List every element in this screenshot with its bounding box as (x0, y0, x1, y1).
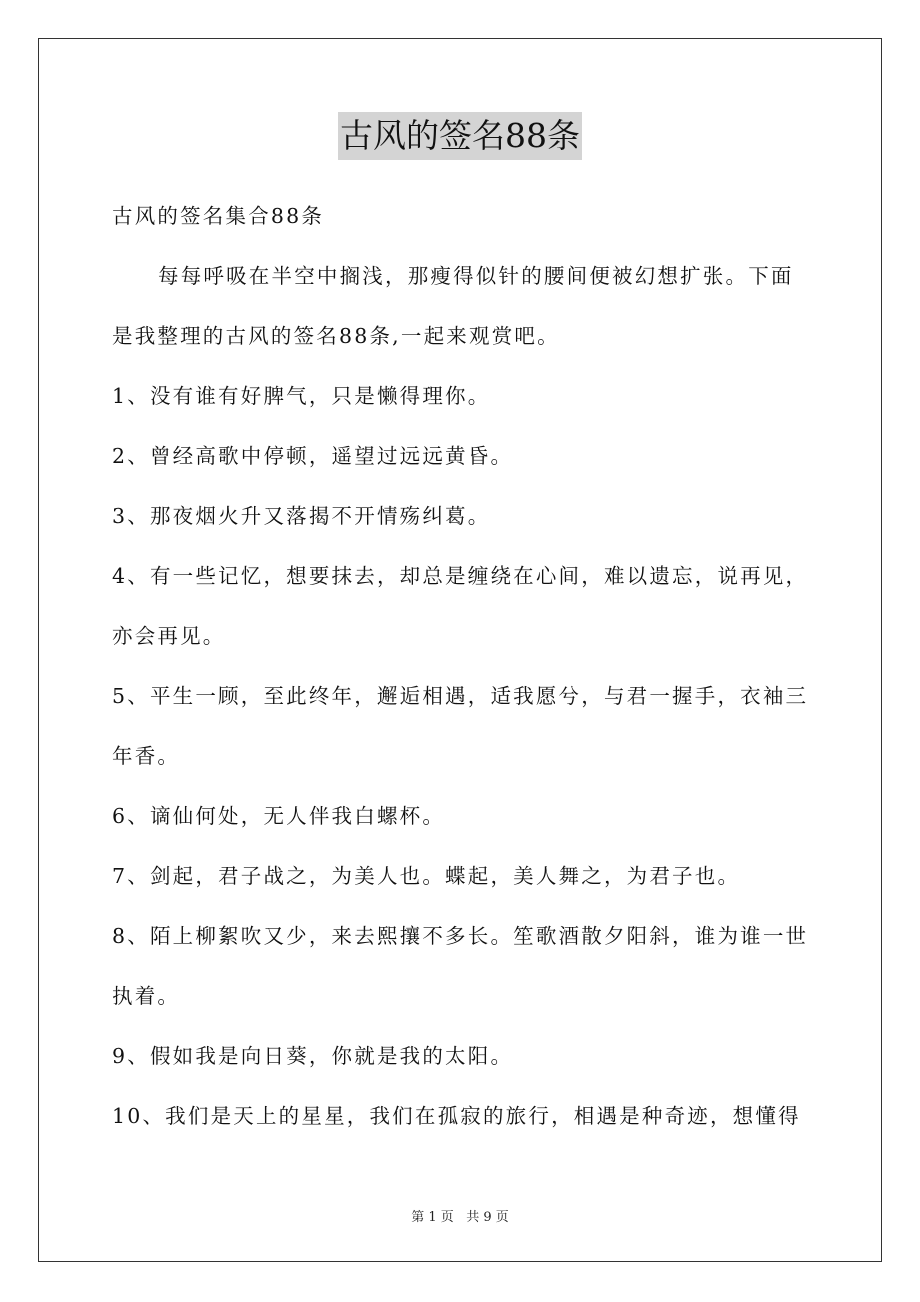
list-item: 10、我们是天上的星星，我们在孤寂的旅行，相遇是种奇迹，想懂得 (112, 1104, 801, 1128)
list-item-continuation: 亦会再见。 (112, 624, 226, 648)
list-item-continuation: 执着。 (112, 984, 181, 1008)
list-item-continuation: 年香。 (112, 744, 181, 768)
subtitle-line: 古风的签名集合88条 (112, 204, 325, 228)
list-item: 3、那夜烟火升又落揭不开情殇纠葛。 (112, 504, 491, 528)
list-item: 1、没有谁有好脾气，只是懒得理你。 (112, 384, 491, 408)
list-item: 7、剑起，君子战之，为美人也。蝶起，美人舞之，为君子也。 (112, 864, 741, 888)
page-footer: 第 1 页 共 9 页 (411, 1210, 509, 1225)
title-container (0, 112, 920, 160)
page-title: 古风的签名88条 (338, 112, 582, 160)
intro-line: 每每呼吸在半空中搁浅，那瘦得似针的腰间便被幻想扩张。下面 (158, 264, 794, 288)
list-item: 5、平生一顾，至此终年，邂逅相遇，适我愿兮，与君一握手，衣袖三 (112, 684, 809, 708)
list-item: 2、曾经高歌中停顿，遥望过远远黄昏。 (112, 444, 514, 468)
list-item: 6、谪仙何处，无人伴我白螺杯。 (112, 804, 446, 828)
list-item: 9、假如我是向日葵，你就是我的太阳。 (112, 1044, 514, 1068)
list-item: 8、陌上柳絮吹又少，来去熙攘不多长。笙歌酒散夕阳斜，谁为谁一世 (112, 924, 809, 948)
intro-line: 是我整理的古风的签名88条,一起来观赏吧。 (112, 324, 560, 348)
list-item: 4、有一些记忆，想要抹去，却总是缠绕在心间，难以遗忘，说再见， (112, 564, 809, 588)
document-body (112, 186, 827, 1146)
